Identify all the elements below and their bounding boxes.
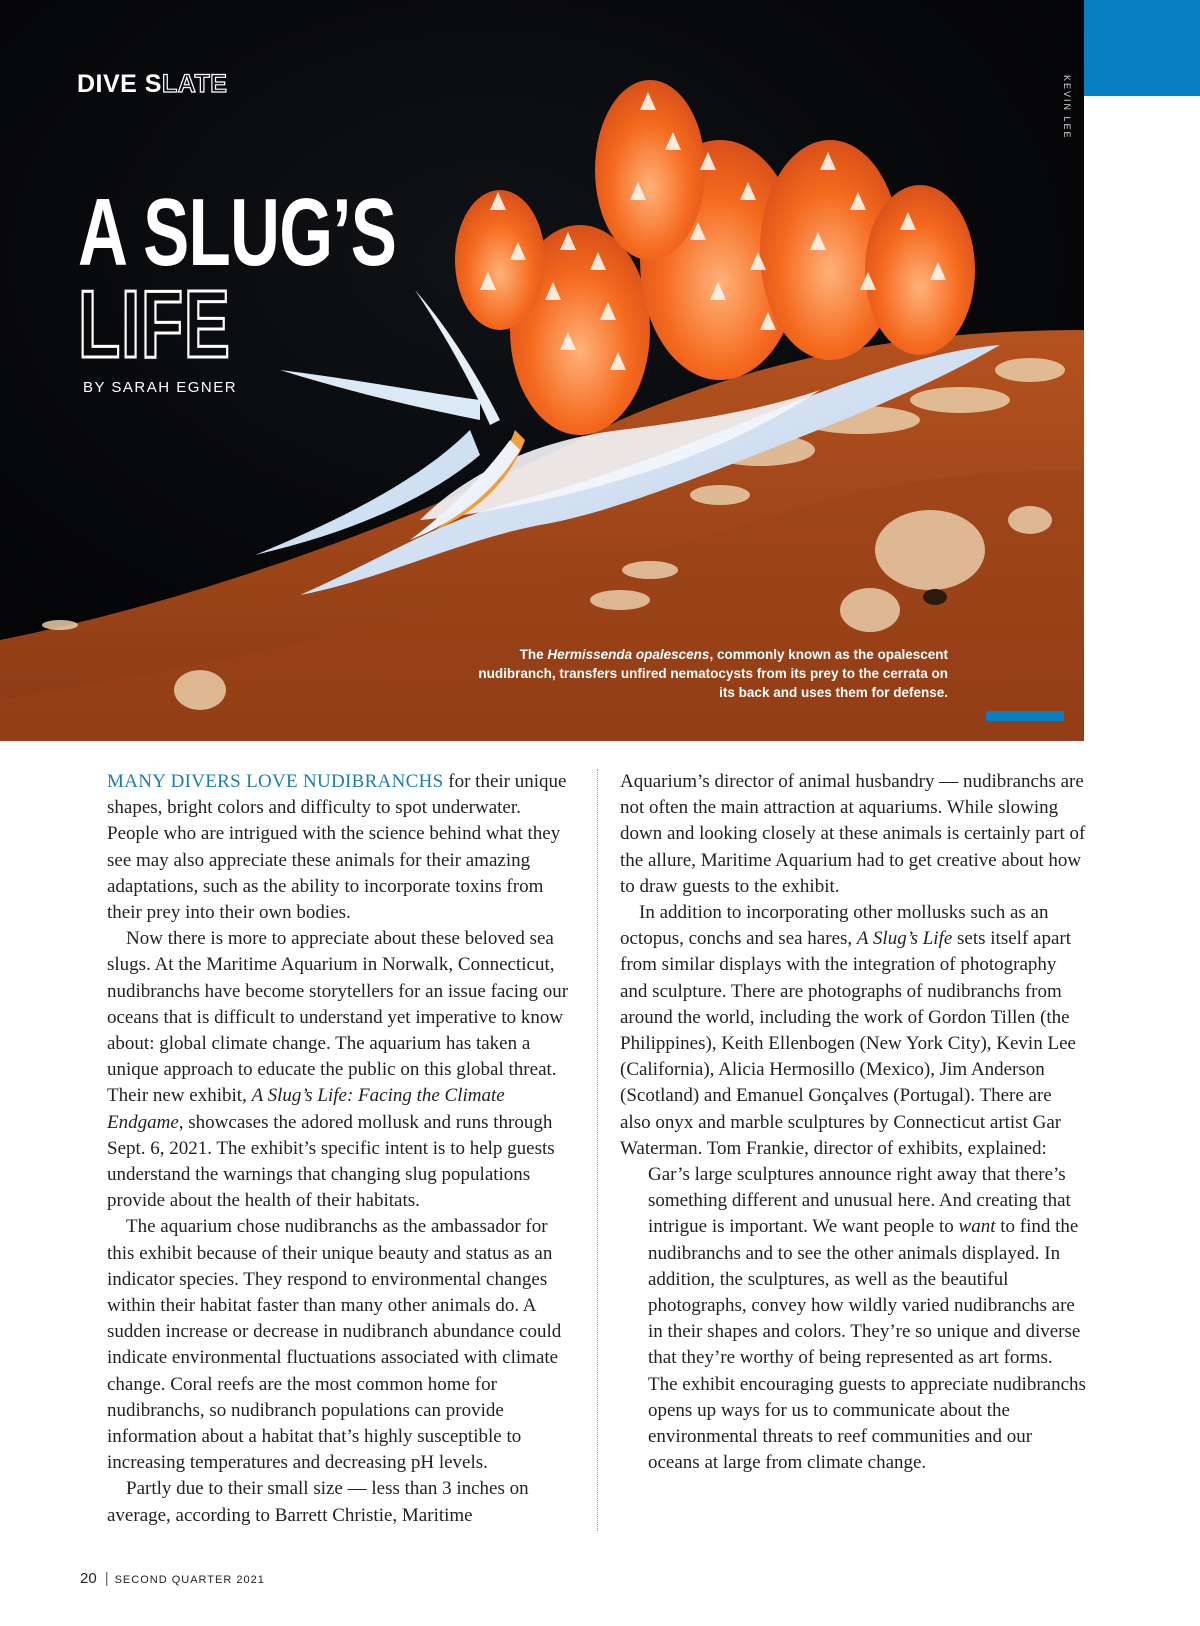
section-tag: DIVE SLATE xyxy=(77,70,228,98)
column-divider xyxy=(597,769,598,1531)
article-column-left xyxy=(107,769,573,1529)
paragraph-4: Partly due to their small size — less than 3 inches on average, according to Barrett Christie, Maritime xyxy=(107,1478,529,1526)
photo-caption: The Hermissenda opalescens, commonly known as the opalescent nudibranch, transfers unfired nematocysts from its prey to the cerrata on its back and uses them for defense. xyxy=(478,647,948,700)
byline: BY SARAH EGNER xyxy=(83,379,238,396)
paragraph-6: In addition to incorporating other mollusks such as an octopus, conchs and sea hares, A Slug’s Life sets itself apart from similar displays with the integration of photography and sculpture. There are photographs of nudibranchs from around the world, including the work of Gordon Tillen (the Philippines), Keith Ellenbogen (New York City), Kevin Lee (California), Alicia Hermosillo (Mexico), Jim Anderson (Scotland) and Emanuel Gonçalves (Portugal). There are also onyx and marble sculptures by Connecticut artist Gar Waterman. Tom Frankie, director of exhibits, explained: xyxy=(620,902,1076,1159)
hero-photo xyxy=(0,0,1084,741)
footer-separator: | xyxy=(104,1570,109,1587)
lead-in: MANY DIVERS LOVE NUDIBRANCHS xyxy=(107,771,444,792)
photo-credit: KEVIN LEE xyxy=(1062,75,1072,140)
paragraph-1: MANY DIVERS LOVE NUDIBRANCHS for their unique shapes, bright colors and difficulty to spot underwater. People who are intrigued with the science behind what they see may also appreciate these animals for their amazing adaptations, such as the ability to incorporate toxins from their prey into their own bodies. xyxy=(107,771,567,924)
headline-line1: A SLUG’S xyxy=(78,179,397,286)
paragraph-2: Now there is more to appreciate about these beloved sea slugs. At the Maritime Aquarium in Norwalk, Connecticut, nudibranchs have become storytellers for an issue facing our oceans that is difficult to understand yet imperative to know about: global climate change. The aquarium has taken a unique approach to educate the public on this global threat. Their new exhibit, A Slug’s Life: Facing the Climate Endgame, showcases the adored mollusk and runs through Sept. 6, 2021. The exhibit’s specific intent is to help guests understand the warnings that changing slug populations provide about the health of their habitats. xyxy=(107,928,569,1212)
page-footer xyxy=(80,1570,265,1587)
paragraph-3: The aquarium chose nudibranchs as the ambassador for this exhibit because of their unique beauty and status as an indicator species. They respond to environmental changes within their habitat faster than many other animals do. A sudden increase or decrease in nudibranch abundance could indicate environmental fluctuations associated with climate change. Coral reefs are the most common home for nudibranchs, so nudibranch populations can provide information about a habitat that’s highly susceptible to increasing temperatures and decreasing pH levels. xyxy=(107,1216,562,1474)
caption-accent-bar xyxy=(986,711,1064,721)
article-column-right xyxy=(620,769,1086,1476)
page-number: 20 xyxy=(80,1570,97,1587)
corner-accent-tab xyxy=(1084,0,1200,96)
paragraph-5: Aquarium’s director of animal husbandry — nudibranchs are not often the main attraction at aquariums. While slowing down and looking closely at these animals is certainly part of the allure, Maritime Aquarium had to get creative about how to draw guests to the exhibit. xyxy=(620,771,1086,897)
headline xyxy=(78,179,397,378)
block-quote: Gar’s large sculptures announce right away that there’s something different and unusual here. And creating that intrigue is important. We want people to want to find the nudibranchs and to see the other animals displayed. In addition, the sculptures, as well as the beautiful photographs, convey how wildly varied nudibranchs are in their shapes and colors. They’re so unique and diverse that they’re worthy of being represented as art forms. The exhibit encouraging guests to appreciate nudibranchs opens up ways for us to communicate about the environmental threats to reef communities and our oceans at large from climate change. xyxy=(648,1164,1086,1474)
headline-line2: LIFE xyxy=(78,271,231,378)
issue-label: SECOND QUARTER 2021 xyxy=(114,1574,265,1586)
